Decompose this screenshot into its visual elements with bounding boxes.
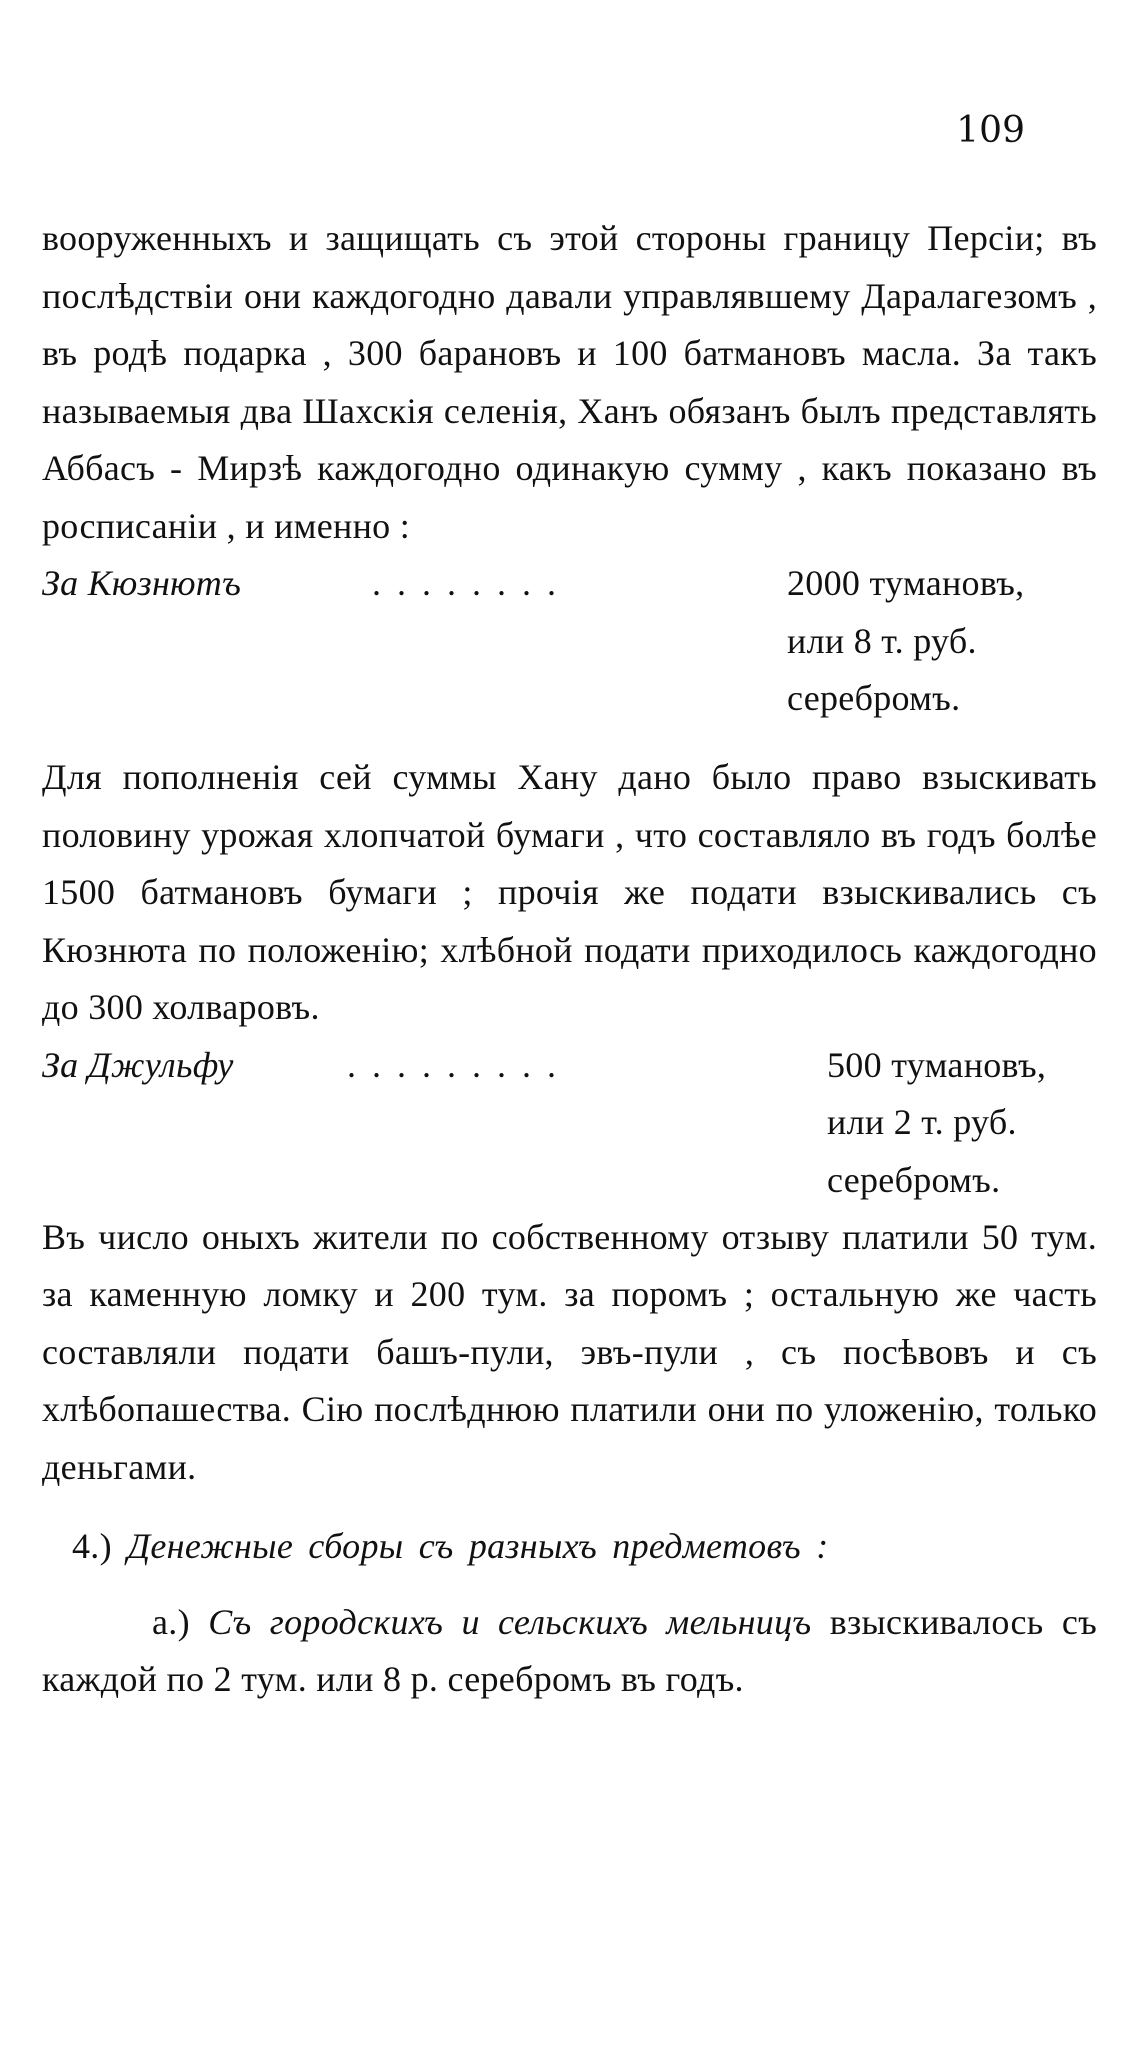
amount-line: или 2 т. руб. bbox=[827, 1102, 1017, 1142]
amount-line: 500 тумановъ, bbox=[827, 1044, 1047, 1085]
page-text bbox=[42, 210, 1097, 1709]
section-heading bbox=[42, 1518, 1097, 1576]
amount-line: 2000 тумановъ, bbox=[787, 563, 1025, 603]
item-italic-text: Съ городскихъ и сельскихъ мельницъ bbox=[208, 1601, 812, 1642]
leader-dots: ........ bbox=[372, 563, 572, 603]
payment-label: За Кюзнютъ bbox=[42, 563, 242, 603]
amount-line: серебромъ. bbox=[827, 1159, 1001, 1200]
leader-dots: ......... bbox=[347, 1044, 572, 1085]
paragraph-2: Для пополненія сей суммы Хану дано было право взыскивать половину урожая хлопчатой бумаги , что составляло въ годъ болѣе 1500 батмановъ бумаги ; прочія же подати взыскивались съ Кюзнюта по положенію; хлѣбной подати приходилось каждогодно до 300 холваровъ. bbox=[42, 757, 1097, 1027]
spacer bbox=[42, 1496, 1097, 1518]
item-a bbox=[42, 1594, 1097, 1709]
spacer bbox=[42, 727, 1097, 749]
payment-entry-julfa bbox=[42, 1037, 1097, 1209]
page-number: 109 bbox=[956, 110, 1025, 151]
item-text: взыскивалось съ каждой по 2 тум. или 8 р. серебромъ въ годъ. bbox=[42, 1601, 1098, 1699]
amount-line: или 8 т. руб. bbox=[787, 620, 977, 661]
payment-amount bbox=[827, 1037, 1046, 1210]
item-marker: а.) bbox=[152, 1601, 190, 1642]
amount-line: серебромъ. bbox=[787, 678, 961, 718]
section-number: 4.) bbox=[72, 1526, 112, 1566]
section-title: Денежные сборы съ разныхъ предметовъ : bbox=[127, 1526, 829, 1566]
payment-amount bbox=[787, 555, 1024, 728]
payment-label: За Джульфу bbox=[42, 1044, 234, 1085]
paragraph-3: Въ число оныхъ жители по собственному отзыву платили 50 тум. за каменную ломку и 200 тум. за поромъ ; остальную же часть составляли подати башъ-пули, эвъ-пули , съ посѣвовъ и съ хлѣбопашества. Сію послѣднюю платили они по уложенію, только деньгами. bbox=[42, 1216, 1097, 1487]
payment-entry-kyuznyut bbox=[42, 555, 1097, 727]
paragraph-1: вооруженныхъ и защищать съ этой стороны границу Персіи; въ послѣдствіи они каждогодно давали управлявшему Даралагезомъ , въ родѣ подарка , 300 барановъ и 100 батмановъ масла. За такъ называемыя два Шахскія селенія, Ханъ обязанъ былъ представлять Аббасъ - Мирзѣ каждогодно одинакую сумму , какъ показано въ росписаніи , и именно : bbox=[42, 218, 1097, 546]
